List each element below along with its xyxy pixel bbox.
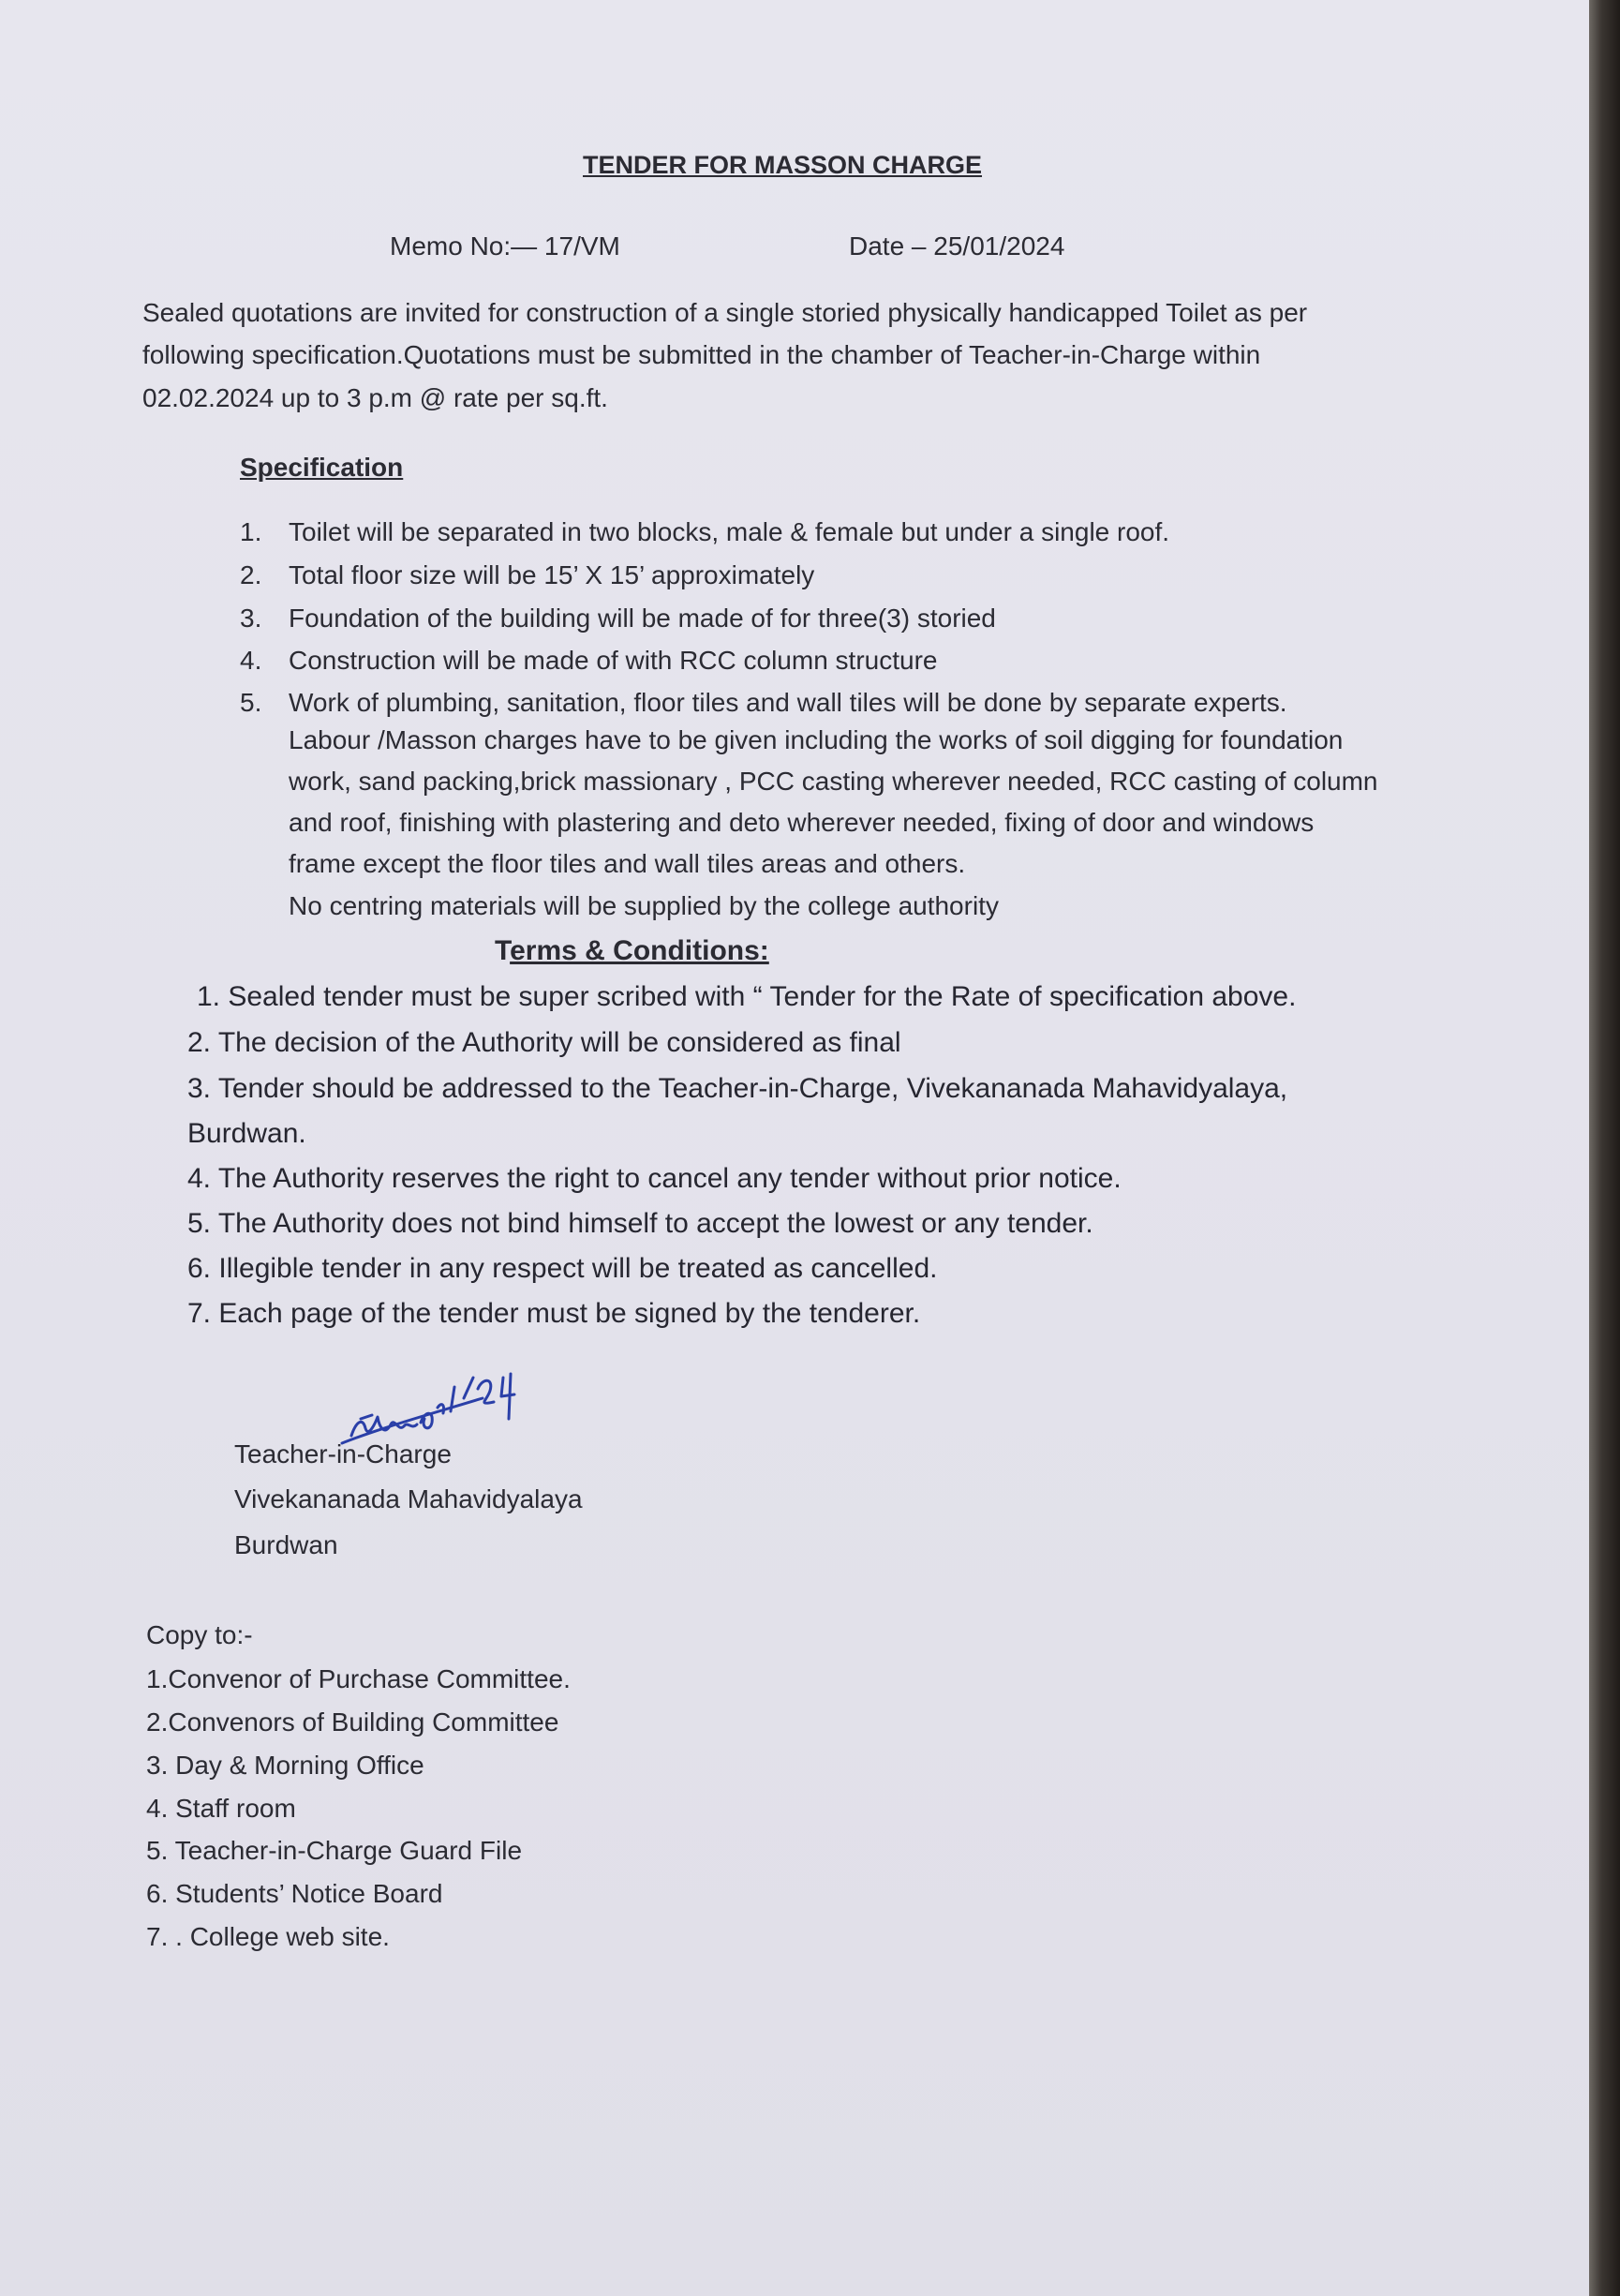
spec-item-number: 1. bbox=[240, 517, 262, 546]
spec-item bbox=[240, 598, 996, 639]
copy-to-item: 6. Students’ Notice Board bbox=[146, 1879, 443, 1908]
spec-item bbox=[240, 512, 1169, 553]
copy-to-item: 3. Day & Morning Office bbox=[146, 1751, 424, 1780]
copy-to-item: 7. . College web site. bbox=[146, 1922, 390, 1951]
signatory-title: Teacher-in-Charge bbox=[234, 1439, 452, 1469]
spec-item-text: Work of plumbing, sanitation, floor tiles and wall tiles will be done by separate experts. bbox=[289, 688, 1287, 717]
terms-heading-prefix: T bbox=[495, 935, 511, 966]
background-edge bbox=[1589, 0, 1620, 2296]
spec-item-text: Construction will be made of with RCC column structure bbox=[289, 646, 938, 675]
spec-item5-continuation: and roof, finishing with plastering and deto wherever needed, fixing of door and windows bbox=[289, 808, 1315, 837]
memo-number: Memo No:— 17/VM bbox=[390, 231, 620, 261]
terms-item: 3. Tender should be addressed to the Teacher-in-Charge, Vivekananada Mahavidyalaya, bbox=[187, 1073, 1288, 1104]
terms-heading bbox=[495, 931, 769, 972]
document-title: TENDER FOR MASSON CHARGE bbox=[583, 151, 983, 179]
intro-line: Sealed quotations are invited for construction of a single storied physically handicapped Toilet as per bbox=[142, 298, 1308, 327]
terms-heading-text: erms & Conditions: bbox=[510, 935, 769, 966]
terms-item: Burdwan. bbox=[187, 1118, 306, 1149]
spec-item bbox=[240, 555, 814, 596]
signatory-institution: Vivekananada Mahavidyalaya bbox=[234, 1484, 583, 1513]
terms-item: 2. The decision of the Authority will be considered as final bbox=[187, 1027, 901, 1058]
signatory-place: Burdwan bbox=[234, 1530, 338, 1559]
spec-item-number: 3. bbox=[240, 604, 262, 633]
copy-to-item: 4. Staff room bbox=[146, 1794, 296, 1823]
copy-to-item: 2.Convenors of Building Committee bbox=[146, 1707, 559, 1737]
spec-item5-continuation: Labour /Masson charges have to be given including the works of soil digging for foundation bbox=[289, 725, 1344, 754]
spec-item bbox=[240, 640, 937, 681]
spec-item-number: 2. bbox=[240, 560, 262, 589]
spec-item5-continuation: work, sand packing,brick massionary , PCC casting wherever needed, RCC casting of column bbox=[289, 767, 1378, 796]
terms-item: 5. The Authority does not bind himself to accept the lowest or any tender. bbox=[187, 1208, 1093, 1239]
document-date: Date – 25/01/2024 bbox=[849, 231, 1065, 261]
specification-heading: Specification bbox=[240, 453, 404, 482]
intro-line: 02.02.2024 up to 3 p.m @ rate per sq.ft. bbox=[142, 383, 608, 412]
terms-item: 4. The Authority reserves the right to cancel any tender without prior notice. bbox=[187, 1163, 1122, 1194]
spec-item-text: Foundation of the building will be made of for three(3) storied bbox=[289, 604, 996, 633]
spec-item-number: 4. bbox=[240, 646, 262, 675]
terms-item: 1. Sealed tender must be super scribed with “ Tender for the Rate of specification above. bbox=[197, 981, 1297, 1012]
spec-item bbox=[240, 682, 1287, 723]
terms-item: 6. Illegible tender in any respect will be treated as cancelled. bbox=[187, 1253, 938, 1284]
spec-item5-continuation: frame except the floor tiles and wall tiles areas and others. bbox=[289, 849, 966, 878]
spec-item-text: Total floor size will be 15’ X 15’ approximately bbox=[289, 560, 815, 589]
copy-to-item: 5. Teacher-in-Charge Guard File bbox=[146, 1836, 523, 1865]
copy-to-item: 1.Convenor of Purchase Committee. bbox=[146, 1664, 571, 1693]
intro-line: following specification.Quotations must be submitted in the chamber of Teacher-in-Charge within bbox=[142, 340, 1261, 369]
terms-item: 7. Each page of the tender must be signed by the tenderer. bbox=[187, 1298, 921, 1329]
copy-to-heading: Copy to:- bbox=[146, 1620, 253, 1649]
spec-item5-continuation: No centring materials will be supplied by the college authority bbox=[289, 891, 999, 920]
spec-item-number: 5. bbox=[240, 688, 262, 717]
spec-item-text: Toilet will be separated in two blocks, male & female but under a single roof. bbox=[289, 517, 1170, 546]
